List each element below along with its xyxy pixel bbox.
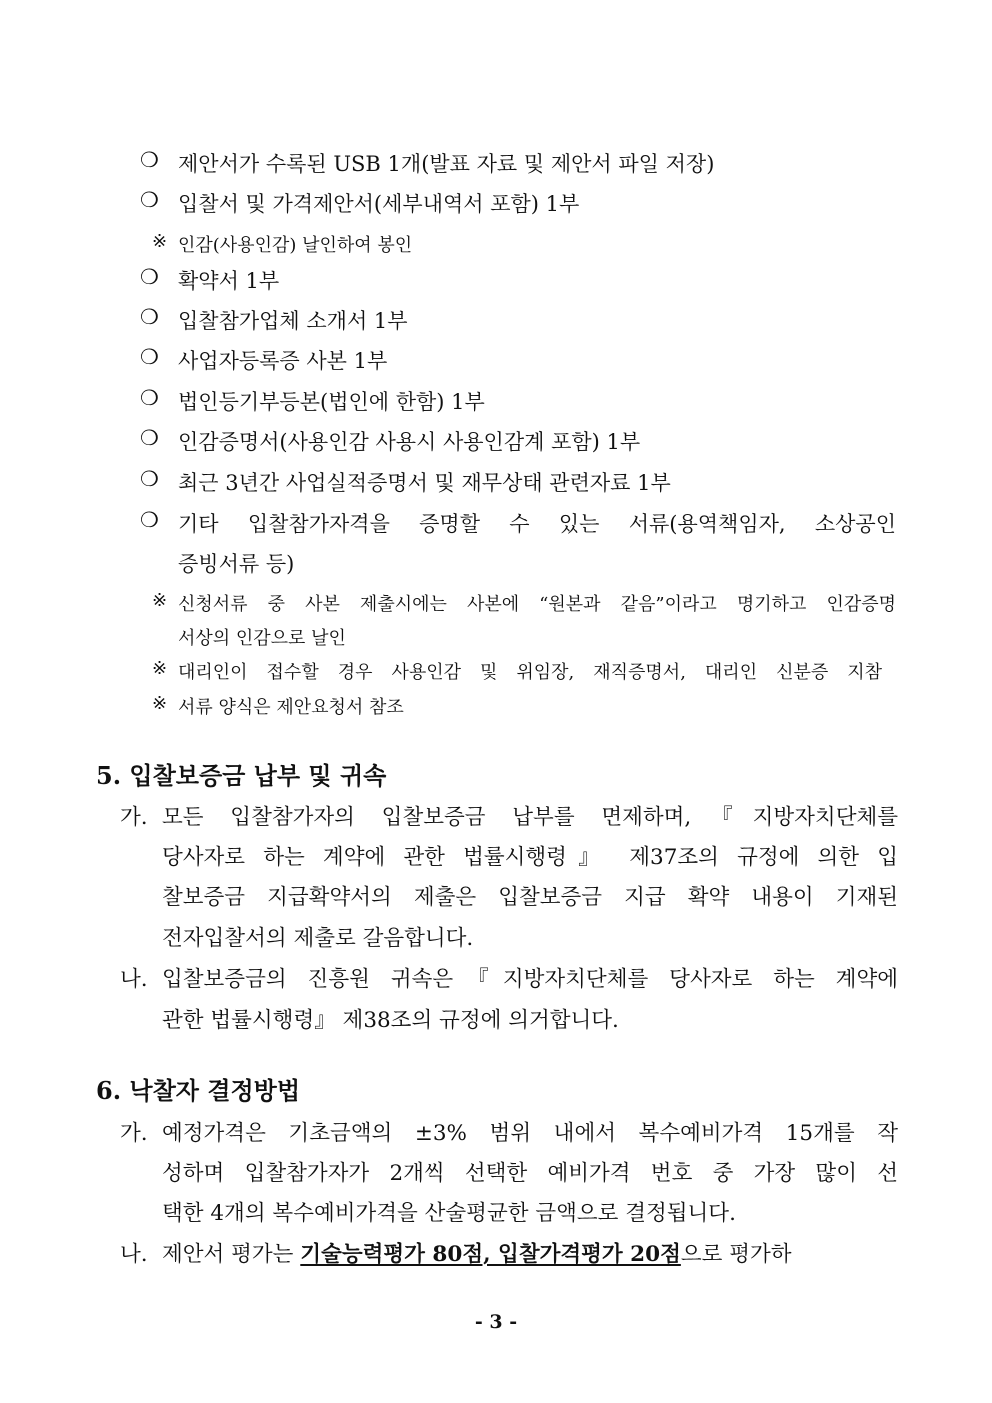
item-marker: 나. xyxy=(120,1242,148,1267)
doc-item-other-cont: 증빙서류 등) xyxy=(178,552,295,576)
section5-ga-line3: 찰보증금 지급확약서의 제출은 입찰보증금 지급 확약 내용이 기재된 xyxy=(162,885,898,910)
score-ratio-emphasis: 기술능력평가 80점, 입찰가격평가 20점 xyxy=(300,1242,681,1267)
circle-bullet-icon: ❍ xyxy=(140,305,159,329)
circle-bullet-icon: ❍ xyxy=(140,265,159,289)
circle-bullet-icon: ❍ xyxy=(140,386,159,410)
item-marker: 가. xyxy=(120,1121,148,1146)
document-page: ❍ 제안서가 수록된 USB 1개(발표 자료 및 제안서 파일 저장) ❍ 입찰서 및 가격제안서(세부내역서 포함) 1부 ※ 인감(사용인감) 날인하여 봉인 ❍ 확약서 1부 ❍ 입찰참가업체 소개서 1부 ❍ 사업자등록증 사본 1부 ❍ 법인등기부등본(법인에 한함) 1부 ❍ 인감증명서(사용인감 사용시 사용인감계 포함) 1부 ❍ 최근 3년간 사업실적증명서 및 재무상태 관련자료 1부 ❍ 기타 입찰참가자격을 증명할 수 있는 서류(용역책임자, 소상공인 증빙서류 등) ※ 신청서류 중 사본 제출시에는 사본에 “원본과 같음”이라고 명기하고 인감증명 서상의 인감으로 날인 ※ 대리인이 접수할 경우 사용인감 및 위임장, 재직증명서, 대리인 신분증 지참 ※ 서류 양식은 제안요청서 참조 5. 입찰보증금 납부 및 귀속 가. 모든 입찰참가자의 입찰보증금 납부를 면제하며,『지방자치단체를 당사자로 하는 계약에 관한 법률시행령』 제37조의 규정에 의한 입 찰보증금 지급확약서의 제출은 입찰보증금 지급 확약 내용이 기재된 전자입찰서의 제출로 갈음합니다. 나. 입찰보증금의 진흥원 귀속은『지방자치단체를 당사자로 하는 계약에 관한 법률시행령』 제38조의 규정에 의거합니다. 6. 낙찰자 결정방법 가. 예정가격은 기초금액의 ±3% 범위 내에서 복수예비가격 15개를 작 성하며 입찰참가자가 2개씩 선택한 예비가격 번호 중 가장 많이 선 택한 4개의 복수예비가격을 산술평균한 금액으로 결정됩니다. 나. 제안서 평가는 기술능력평가 80점, 입찰가격평가 20점으로 평가하 - 3 - xyxy=(0,0,992,1403)
reference-mark-icon: ※ xyxy=(152,231,168,252)
section5-ga-line4: 전자입찰서의 제출로 갈음합니다. xyxy=(162,926,474,951)
reference-mark-icon: ※ xyxy=(152,658,168,679)
section5-title: 5. 입찰보증금 납부 및 귀속 xyxy=(96,761,387,790)
page-number: - 3 - xyxy=(474,1311,518,1333)
section6-title: 6. 낙찰자 결정방법 xyxy=(96,1076,301,1105)
circle-bullet-icon: ❍ xyxy=(140,508,159,532)
circle-bullet-icon: ❍ xyxy=(140,426,159,450)
item-marker: 가. xyxy=(120,805,148,830)
doc-note-copy-cont: 서상의 인감으로 날인 xyxy=(178,628,346,649)
reference-mark-icon: ※ xyxy=(152,590,168,611)
section5-na-line2: 관한 법률시행령』 제38조의 규정에 의거합니다. xyxy=(162,1008,619,1033)
circle-bullet-icon: ❍ xyxy=(140,148,159,172)
reference-mark-icon: ※ xyxy=(152,693,168,714)
section5-ga-line2: 당사자로 하는 계약에 관한 법률시행령』 제37조의 규정에 의한 입 xyxy=(162,845,898,870)
circle-bullet-icon: ❍ xyxy=(140,467,159,491)
item-marker: 나. xyxy=(120,967,148,992)
section6-ga-line2: 성하며 입찰참가자가 2개씩 선택한 예비가격 번호 중 가장 많이 선 xyxy=(162,1161,898,1186)
circle-bullet-icon: ❍ xyxy=(140,188,159,212)
circle-bullet-icon: ❍ xyxy=(140,345,159,369)
section6-ga-line3: 택한 4개의 복수예비가격을 산술평균한 금액으로 결정됩니다. xyxy=(162,1201,736,1226)
